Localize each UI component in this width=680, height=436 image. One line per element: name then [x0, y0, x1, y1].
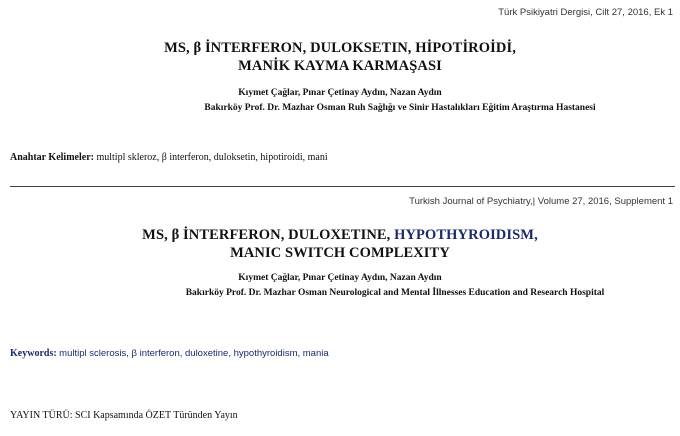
authors-block-tr — [0, 86, 680, 116]
authors-tr: Kıymet Çağlar, Pınar Çetinay Aydın, Nazan Aydın — [238, 88, 442, 98]
affiliation-en: Bakırköy Prof. Dr. Mazhar Osman Neurological and Mental İllnesses Education and Research Hospital — [185, 288, 605, 298]
article-title-en — [0, 226, 680, 262]
affiliation-tr: Bakırköy Prof. Dr. Mazhar Osman Ruh Sağlığı ve Sinir Hastalıkları Eğitim Araştırma Hastanesi — [204, 103, 596, 113]
keywords-en — [10, 348, 329, 359]
title-en-line1 — [0, 226, 680, 244]
authors-block-en — [0, 271, 680, 301]
journal-citation-en: Turkish Journal of Psychiatry,| Volume 27, 2016, Supplement 1 — [409, 196, 673, 207]
title-en-line1-highlight: HYPOTHYROIDISM, — [394, 227, 538, 243]
article-title-tr — [0, 39, 680, 75]
keywords-text-tr: multipl skleroz, β interferon, duloksetin, hipotiroidi, mani — [96, 152, 328, 163]
title-en-line1-part1: MS, β İNTERFERON, DULOXETINE, — [142, 227, 395, 243]
journal-citation-tr: Türk Psikiyatri Dergisi, Cilt 27, 2016, Ek 1 — [498, 7, 673, 18]
keywords-label-tr: Anahtar Kelimeler: — [10, 152, 94, 163]
publication-type-footer: YAYIN TÜRÜ: SCI Kapsamında ÖZET Türünden Yayın — [10, 410, 238, 421]
authors-en: Kıymet Çağlar, Pınar Çetinay Aydın, Nazan Aydın — [238, 273, 442, 283]
title-en-line2: MANIC SWITCH COMPLEXITY — [230, 245, 450, 261]
keywords-label-en: Keywords: — [10, 348, 57, 359]
title-tr-line1: MS, β İNTERFERON, DULOKSETIN, HİPOTİROİDİ, — [164, 40, 516, 56]
title-tr-line2: MANİK KAYMA KARMAŞASI — [238, 58, 442, 74]
section-divider — [10, 186, 675, 187]
keywords-text-en: multipl sclerosis, β interferon, duloxetine, hypothyroidism, mania — [59, 348, 329, 359]
keywords-tr — [10, 152, 328, 163]
